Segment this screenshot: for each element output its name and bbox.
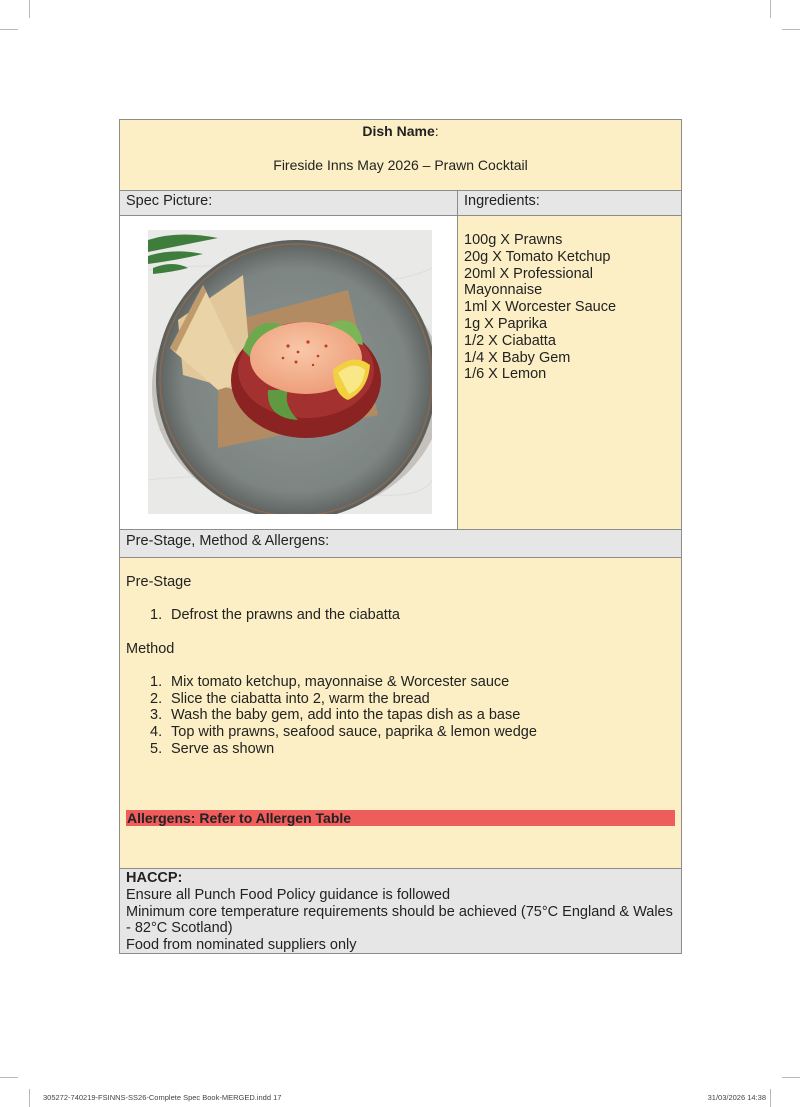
crop-mark bbox=[0, 1077, 18, 1078]
allergens-banner: Allergens: Refer to Allergen Table bbox=[126, 810, 675, 826]
dish-name-value: Fireside Inns May 2026 – Prawn Cocktail bbox=[273, 157, 528, 173]
crop-mark bbox=[770, 1089, 771, 1107]
picture-ingredients-content bbox=[120, 216, 681, 530]
method-title: Method bbox=[126, 640, 175, 657]
crop-mark bbox=[770, 0, 771, 18]
method-steps bbox=[150, 674, 675, 758]
step-text: Top with prawns, seafood sauce, paprika & lemon wedge bbox=[171, 724, 537, 741]
method-step bbox=[150, 691, 675, 708]
step-number: 2. bbox=[150, 690, 163, 707]
method-step bbox=[150, 674, 675, 691]
footer-timestamp: 31/03/2026 14:38 bbox=[707, 1093, 766, 1102]
ingredient-item: 1/4 X Baby Gem bbox=[464, 349, 571, 366]
step-number: 5. bbox=[150, 740, 163, 757]
step-text: Slice the ciabatta into 2, warm the bread bbox=[171, 690, 430, 707]
dish-name-section bbox=[120, 120, 681, 191]
step-number: 1. bbox=[150, 607, 163, 623]
pre-stage-title: Pre-Stage bbox=[126, 574, 192, 590]
spec-picture-heading: Spec Picture: bbox=[120, 191, 458, 215]
dish-name-label: Dish Name bbox=[362, 123, 435, 139]
step-number: 3. bbox=[150, 707, 163, 724]
step-number: 4. bbox=[150, 724, 163, 741]
ingredient-item: 1/2 X Ciabatta bbox=[464, 332, 556, 349]
dish-name-heading bbox=[120, 123, 681, 139]
crop-mark bbox=[29, 0, 30, 18]
prawn-cocktail-photo bbox=[148, 230, 432, 514]
method-step bbox=[150, 707, 675, 724]
spec-sheet bbox=[119, 119, 682, 954]
haccp-line: Minimum core temperature requirements should be achieved (75°C England & Wales - 82°C Scotland) bbox=[126, 903, 673, 937]
crop-mark bbox=[29, 1089, 30, 1107]
step-text: Serve as shown bbox=[171, 740, 275, 757]
haccp-title: HACCP: bbox=[126, 870, 183, 886]
haccp-line: Ensure all Punch Food Policy guidance is followed bbox=[126, 886, 451, 903]
step-text: Defrost the prawns and the ciabatta bbox=[171, 607, 400, 623]
dish-name-colon: : bbox=[434, 123, 439, 139]
method-section bbox=[120, 558, 681, 869]
ingredient-item: 100g X Prawns bbox=[464, 232, 563, 248]
haccp-line: Food from nominated suppliers only bbox=[126, 937, 357, 954]
method-step bbox=[150, 741, 675, 758]
ingredients-heading: Ingredients: bbox=[464, 193, 540, 209]
step-text: Wash the baby gem, add into the tapas dish as a base bbox=[171, 707, 521, 724]
ingredient-item: 1g X Paprika bbox=[464, 315, 548, 332]
footer-file-name: 305272-740219-FSINNS-SS26-Complete Spec Book-MERGED.indd 17 bbox=[43, 1093, 282, 1102]
step-text: Mix tomato ketchup, mayonnaise & Worcester sauce bbox=[171, 673, 510, 690]
pre-stage-step bbox=[150, 607, 675, 624]
ingredient-item: 1ml X Worcester Sauce bbox=[464, 299, 617, 316]
crop-mark bbox=[782, 1077, 800, 1078]
ingredient-item: 20g X Tomato Ketchup bbox=[464, 248, 611, 265]
ingredients-list bbox=[458, 216, 681, 529]
haccp-section bbox=[120, 869, 681, 953]
crop-mark bbox=[782, 29, 800, 30]
spec-picture-cell bbox=[120, 216, 458, 529]
method-step bbox=[150, 724, 675, 741]
ingredient-item: 1/6 X Lemon bbox=[464, 366, 547, 383]
ingredient-item: 20ml X Professional Mayonnaise bbox=[464, 265, 593, 299]
step-number: 1. bbox=[150, 673, 163, 690]
method-allergens-heading: Pre-Stage, Method & Allergens: bbox=[120, 530, 681, 558]
picture-ingredients-header bbox=[120, 191, 681, 216]
pre-stage-steps bbox=[150, 607, 675, 624]
crop-mark bbox=[0, 29, 18, 30]
